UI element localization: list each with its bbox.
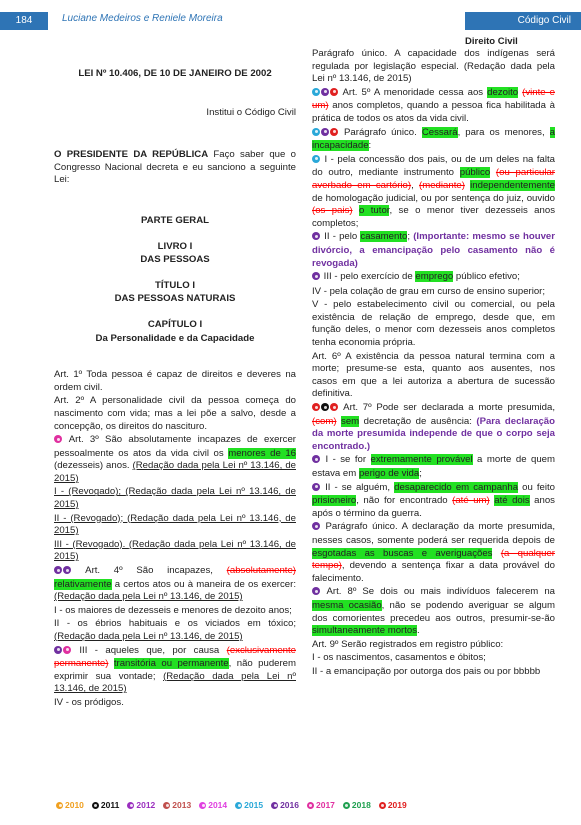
circle-2015-icon [235, 802, 242, 809]
inciso-text: I - (Revogado); [54, 486, 126, 498]
legend-year: 2012 [136, 800, 156, 810]
art-3-i [54, 486, 296, 511]
circle-2013-icon [163, 802, 170, 809]
highlight: público [459, 167, 491, 179]
year-markers [312, 232, 321, 245]
highlight: transitória ou permanente [113, 658, 229, 670]
presidente-text: Faço saber que o Congresso Nacional decreta e eu sanciono a seguinte Lei: [54, 149, 296, 186]
header-book-title: Código Civil [465, 12, 581, 30]
art-5-ii [312, 231, 555, 270]
paragrafo-text: : [368, 140, 372, 152]
paragrafo-text: , devendo a sentença fixar a data provável do falecimento. [312, 560, 555, 584]
inciso-text: , não puderem exprimir sua vontade; [54, 658, 297, 682]
redacao-note: (Redação dada pela Lei nº 13.146, de 2015) [54, 512, 296, 537]
deleted-text: (exclusivamente permanente) [54, 644, 296, 670]
year-markers [54, 646, 72, 659]
page-number: 184 [0, 12, 48, 30]
art-7-text: decretação de ausência: [359, 415, 477, 427]
inciso-text: III - (Revogado). [54, 538, 129, 550]
circle-2015-icon [312, 88, 320, 96]
parte-heading: PARTE GERAL [140, 214, 210, 226]
inciso-text: , não for encontrado [356, 495, 453, 507]
art-3-text: Art. 3º São absolutamente incapazes de exercer pessoalmente os atos da vida civil os [54, 434, 296, 459]
highlight: mesma ocasião [312, 599, 382, 611]
legend-item-2015 [235, 800, 263, 810]
year-markers [312, 587, 321, 600]
art-8-text: , não se podendo averiguar se algum dos comorientes precedeu aos outros, presumir-se-ão [312, 599, 555, 624]
deleted-text: (vinte e um) [312, 86, 555, 112]
important-note: (Importante: mesmo se houver divórcio, a emancipação pelo casamento não é revogada) [312, 231, 555, 269]
deleted-text: (ou particular averbado em cartório) [312, 167, 555, 191]
art-5-paragrafo [312, 127, 555, 153]
circle-2011-icon [92, 802, 99, 809]
year-markers [54, 435, 63, 448]
inciso-text: ; [419, 468, 422, 479]
legend-item-2014 [199, 800, 227, 810]
law-title: LEI Nº 10.406, DE 10 DE JANEIRO DE 2002 [78, 68, 272, 79]
legend-year: 2015 [244, 800, 264, 810]
legend-year: 2011 [100, 800, 120, 810]
redacao-note: (Redação dada pela Lei nº 13.146, de 2015) [54, 670, 296, 695]
year-markers [312, 88, 339, 101]
highlight: Cessará [421, 126, 458, 138]
inciso-text: II - pelo [321, 231, 361, 243]
highlight: até dois [494, 495, 530, 507]
legend-year: 2019 [387, 800, 407, 810]
art-3 [54, 434, 296, 485]
legend-year: 2014 [208, 800, 228, 810]
inciso-text: II - se alguém, [321, 481, 395, 493]
highlight: dezoito [487, 86, 519, 98]
inciso-text: III - aqueles que, por causa [72, 644, 227, 656]
left-column [54, 48, 296, 711]
year-markers [312, 522, 321, 535]
circle-2016-icon [63, 566, 71, 574]
art-4-i: I - os maiores de dezesseis e menores de dezoito anos; [54, 604, 292, 616]
inciso-text: ou feito [518, 481, 555, 493]
inciso-text: III - pelo exercício de [321, 271, 416, 283]
year-markers [312, 455, 321, 468]
capitulo-heading: CAPÍTULO I [147, 318, 203, 330]
art-4-paragrafo: Parágrafo único. A capacidade dos indígenas será regulada por legislação especial. (Redação dada pela Lei nº 13.146, de 2015) [312, 48, 555, 85]
presidente-paragraph [54, 149, 296, 187]
inciso-text: ; [407, 231, 414, 243]
art-9-ii: II - a emancipação por outorga dos pais ou por bbbbb [312, 665, 541, 677]
highlight: a incapacidade [312, 126, 556, 152]
art-2: Art. 2º A personalidade civil da pessoa começa do nascimento com vida; mas a lei põe a salvo, desde a concepção, os direitos do nascituro. [54, 395, 296, 432]
deleted-text: (absolutamente) [226, 565, 296, 577]
art-7-i [312, 454, 555, 480]
art-8 [312, 586, 555, 637]
legend-item-2011 [92, 800, 119, 810]
capitulo-subheading: Da Personalidade e da Capacidade [95, 332, 255, 344]
livro-heading: LIVRO I [157, 240, 193, 252]
inciso-text: II - (Revogado); [54, 512, 128, 524]
highlight: esgotadas as buscas e averiguações [312, 547, 493, 559]
inciso-text: I - pela concessão dos pais, ou de um deles na falta do outro, mediante instrumento [312, 153, 555, 179]
inciso-text: de homologação judicial, ou por sentença do juiz, ouvido [312, 192, 555, 204]
circle-2016-icon [312, 522, 320, 530]
titulo-subheading: DAS PESSOAS NATURAIS [114, 293, 236, 305]
inciso-text: a morte de quem estava em [312, 454, 555, 479]
legend-item-2017 [307, 800, 335, 810]
deleted-text: (a qualquer tempo) [312, 547, 555, 572]
legend-item-2013 [163, 800, 191, 810]
art-3-text: (dezesseis) anos. [54, 460, 133, 472]
circle-2016-icon [321, 128, 329, 136]
circle-2019-icon [379, 802, 386, 809]
art-8-text: Art. 8º Se dois ou mais indivíduos falecerem na [321, 586, 555, 598]
year-markers [54, 566, 72, 579]
legend-item-2018 [343, 800, 371, 810]
legend-item-2010 [56, 800, 84, 810]
law-ementa: Institui o Código Civil [206, 106, 296, 118]
art-3-ii [54, 513, 296, 538]
highlight: independentemente [470, 179, 555, 191]
circle-2019-icon [330, 88, 338, 96]
highlight: menores de 16 [228, 447, 297, 459]
inciso-text: II - os ébrios habituais e os viciados em tóxico; [54, 618, 296, 630]
highlight: sem [341, 415, 360, 427]
presidente-label: O PRESIDENTE DA REPÚBLICA [54, 149, 209, 161]
art-5 [312, 87, 555, 126]
year-markers [312, 272, 321, 285]
highlight: emprego [415, 271, 454, 283]
highlight: o tutor [359, 205, 390, 217]
legend-year: 2017 [315, 800, 335, 810]
circle-2019-icon [330, 128, 338, 136]
highlight: simultaneamente mortos [312, 625, 418, 637]
art-9: Art. 9º Serão registrados em registro público: [312, 638, 504, 650]
art-5-v: V - pelo estabelecimento civil ou comercial, ou pela existência de relação de emprego, desde que, em função deles, o menor com dezesseis anos completos tenha economia própria. [312, 299, 555, 349]
art-5-i [312, 154, 555, 231]
legend-year: 2013 [172, 800, 192, 810]
deleted-text: (mediante) [419, 179, 465, 191]
highlight: casamento [360, 231, 408, 243]
header-authors: Luciane Medeiros e Reniele Moreira [62, 13, 223, 24]
art-4-text: Art. 4º São incapazes, [72, 565, 227, 577]
art-6: Art. 6º A existência da pessoa natural termina com a morte; presume-se esta, quanto aos ausentes, nos casos em que a lei autoriza a abertura de sucessão definitiva. [312, 350, 555, 400]
circle-2016-icon [312, 587, 320, 595]
art-1: Art. 1º Toda pessoa é capaz de direitos e deveres na ordem civil. [54, 369, 296, 393]
art-7-paragrafo [312, 521, 555, 585]
circle-2017-icon [307, 802, 314, 809]
redacao-note: (Redação dada pela Lei nº 13.146, de 2015) [54, 486, 296, 511]
header-subtitle: Direito Civil [465, 36, 518, 47]
art-5-iv: IV - pela colação de grau em curso de ensino superior; [312, 285, 546, 297]
circle-2016-icon [271, 802, 278, 809]
year-markers [312, 128, 339, 141]
redacao-note: (Redação dada pela Lei nº 13.146, de 2015) [54, 460, 296, 484]
circle-2017-icon [54, 435, 62, 443]
year-markers [312, 155, 321, 168]
legend-item-2012 [127, 800, 155, 810]
highlight: extremamente provável [370, 454, 473, 466]
legend-year: 2010 [65, 800, 84, 810]
paragrafo-text: Parágrafo único. A declaração da morte presumida, nesses casos, somente poderá ser requerida depois de [312, 521, 555, 546]
art-4 [54, 565, 296, 604]
legend-year: 2016 [280, 800, 299, 810]
circle-2016-icon [54, 646, 62, 654]
circle-2016-icon [312, 483, 320, 491]
circle-2016-icon [312, 272, 320, 280]
circle-2019-icon [312, 403, 320, 411]
paragrafo-text: Parágrafo único. [339, 126, 422, 138]
year-markers [312, 403, 339, 416]
redacao-note: (Redação dada pela Lei nº 13.146, de 2015) [54, 538, 296, 563]
art-4-text: a certos atos ou à maneira de os exercer: [111, 578, 296, 590]
circle-2016-icon [54, 566, 62, 574]
circle-2017-icon [63, 646, 71, 654]
circle-2018-icon [343, 802, 350, 809]
year-legend [56, 800, 407, 810]
art-9-i: I - os nascimentos, casamentos e óbitos; [312, 652, 486, 664]
art-4-iv: IV - os pródigos. [54, 696, 124, 708]
redacao-note: (Redação dada pela Lei nº 13.146, de 2015) [54, 591, 243, 603]
year-markers [312, 483, 321, 496]
deleted-text: (com) [312, 415, 337, 427]
redacao-note: (Redação dada pela Lei nº 13.146, de 2015) [54, 631, 243, 642]
right-column [312, 48, 555, 680]
art-3-iii [54, 539, 296, 564]
art-7 [312, 402, 555, 453]
circle-2016-icon [312, 232, 320, 240]
inciso-text: I - se for [321, 454, 371, 466]
art-7-ii [312, 482, 555, 521]
circle-2019-icon [330, 403, 338, 411]
circle-2015-icon [312, 155, 320, 163]
circle-2011-icon [321, 403, 329, 411]
livro-subheading: DAS PESSOAS [140, 254, 210, 266]
inciso-text: anos após o término da guerra. [312, 495, 555, 519]
inciso-text: público efetivo; [453, 271, 520, 283]
deleted-text: (os pais) [312, 205, 353, 217]
circle-2012-icon [127, 802, 134, 809]
circle-2014-icon [199, 802, 206, 809]
deleted-text: (até um) [452, 495, 490, 507]
inciso-text: , [411, 179, 420, 191]
legend-item-2019 [379, 800, 407, 810]
circle-2010-icon [56, 802, 63, 809]
art-4-iii [54, 645, 296, 696]
inciso-text: , se o menor tiver dezesseis anos completos; [312, 205, 555, 229]
art-5-text: anos completos, quando a pessoa fica habilitada à prática de todos os atos da vida civil. [312, 100, 555, 124]
highlight: desaparecido em campanha [394, 481, 519, 493]
art-5-iii [312, 271, 555, 285]
legend-item-2016 [271, 800, 299, 810]
art-5-text: Art. 5º A menoridade cessa aos [339, 86, 488, 98]
highlight: prisioneiro [312, 495, 357, 507]
art-8-text: . [417, 625, 420, 637]
art-7-text: Art. 7º Pode ser declarada a morte presumida, [339, 402, 555, 414]
circle-2015-icon [312, 128, 320, 136]
circle-2016-icon [321, 88, 329, 96]
highlight: perigo de vida [358, 468, 420, 479]
important-note: (Para declaração da morte presumida independe de que o corpo seja encontrado.) [312, 415, 556, 452]
paragrafo-text: , para os menores, [457, 126, 550, 138]
art-4-ii [54, 618, 296, 643]
legend-year: 2018 [351, 800, 371, 810]
circle-2016-icon [312, 455, 320, 463]
titulo-heading: TÍTULO I [155, 279, 195, 291]
highlight: relativamente [54, 578, 112, 590]
